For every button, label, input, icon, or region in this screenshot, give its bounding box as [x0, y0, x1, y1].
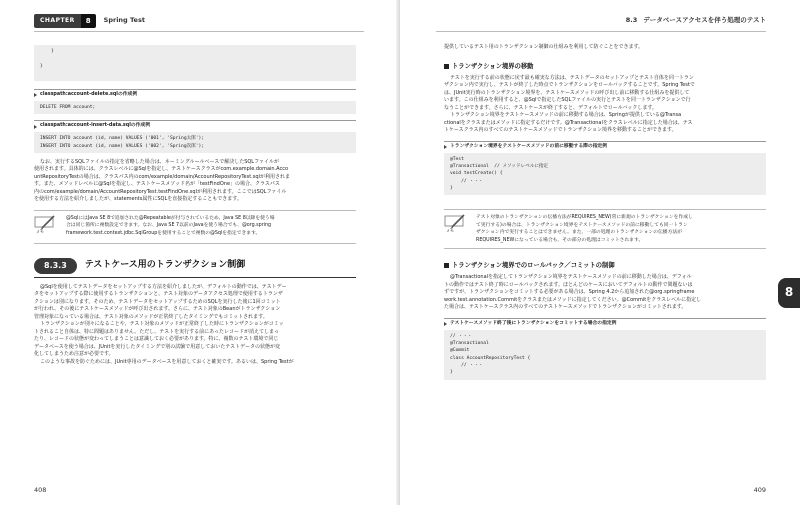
- subheading-boundary-move: [444, 62, 766, 71]
- caption-transactional-example: トランザクション境界をテストケースメソッドの前に移動する際の指定例: [450, 143, 608, 149]
- paragraph-sql-naming: [34, 159, 356, 204]
- chapter-number: 8: [81, 14, 96, 28]
- paragraph-line: work.test.annotation.Commitをクラスまたはメソッドに指定してください。@Commitをクラスレベルに指定し: [444, 296, 702, 303]
- caption-marker-icon: [34, 125, 37, 129]
- paragraph-line: た場合は、テストケースクラス内のすべてのテストケースメソッドでトランザクションがコミットされます。: [444, 304, 687, 311]
- paragraph-line: @Transactionalを指定してトランザクション境界をテストケースメソッドの前に移動した場合は、デフォル: [450, 274, 692, 281]
- intro-line: 提供しているテスト用のトランザクション制御の仕組みを利用して防ぐことをできます。: [444, 44, 644, 50]
- paragraph-line: 内のcom/example/domain/AccountRepositoryTest.testFindOne.sqlが利用されます。ここではSQLファイル: [34, 188, 287, 195]
- chapter-label: CHAPTER: [34, 14, 81, 28]
- paragraph-line: トされること自体は、特に問題はありません。ただし、テストを実行する前にあったレコードが消えてしまっ: [34, 328, 280, 335]
- paragraph-line: untRepositoryTestの場合は、クラスパス内のcom/example/domain/AccountRepositoryTest.sqlが利用されま: [34, 173, 290, 180]
- memo-box-requires-new: [444, 209, 766, 249]
- running-header-number: 8.3: [625, 16, 638, 24]
- chapter-title: Spring Test: [103, 16, 145, 25]
- running-header: [626, 16, 766, 25]
- paragraph-prevention: [34, 359, 356, 367]
- chapter-tab: 8: [778, 278, 800, 308]
- paragraph-transaction-default: [34, 284, 356, 322]
- subheading-rollback-commit: [444, 261, 766, 270]
- paragraph-line: は、JUnit実行時のトランザクション境界を、テストケースメソッドの呼び出し前に移動する仕組みを提供して: [444, 89, 690, 96]
- paragraph-line: たり、レコードの状態が変わってしまうことは意識しておく必要があります。特に、複数のテスト環境で同じ: [34, 336, 279, 343]
- caption-delete-sql: classpath:account-delete.sqlの作成例: [40, 92, 138, 97]
- paragraph-transaction-caution: [34, 321, 356, 359]
- subheading-text: トランザクション境界の移動: [452, 62, 534, 70]
- paragraph-commit: [444, 274, 766, 312]
- memo-label: メモ: [446, 228, 454, 234]
- code-block-insert: INSERT INTO account (id, name) VALUES ('001', 'Spring太郎'); INSERT INTO account (id, name) VALUES ('002', 'Spring次郎');: [34, 132, 356, 153]
- paragraph-line: が行われ、その後にテストケースメソッドが呼び出されます。さらに、テスト対象のBeanがトランザクション: [34, 306, 281, 313]
- paragraph-line: 管理対象になっている場合は、テスト対象のメソッドが正常終了したタイミングでもコミットされます。: [34, 313, 268, 320]
- right-content: [444, 44, 766, 380]
- paragraph-line: トケースクラス内のすべてのテストケースメソッドでトランザクション境界を移動することができます。: [444, 127, 677, 134]
- paragraph-line: ザクション内で実行し、テストが終了した時点でトランザクションをロールバックすることです。Spring Testで: [444, 82, 695, 89]
- caption-block-1: [34, 89, 356, 99]
- memo-label: メモ: [36, 228, 44, 234]
- paragraph-line: 化してしまうため注意が必要です。: [34, 351, 114, 358]
- code-block-transactional: @Test @Transactional // メソッドレベルに指定 void testCreate() { // ・・・ }: [444, 153, 766, 196]
- memo-box-sql: [34, 210, 356, 244]
- paragraph-line: なうことができます。さらに、テストケースが終了すると、デフォルトでロールバックします。: [444, 104, 657, 111]
- memo-pencil-icon: [34, 215, 58, 239]
- caption-commit-example: テストケースメソッド終了後にトランザクションをコミットする場合の指定例: [450, 320, 617, 326]
- paragraph-line: クションは別になります。そのため、テストデータをセットアップするためのSQLを実行した後に1回コミット: [34, 298, 281, 305]
- memo-text: [66, 215, 356, 239]
- paragraph-line: データベースを使う場合は、JUnitを実行したタイミングで別の試験で用意しておいたテストデータの状態が変: [34, 343, 281, 350]
- section-number-badge: 8.3.3: [34, 258, 77, 274]
- code-block-continued: } }: [34, 45, 356, 81]
- caption-marker-icon: [444, 145, 447, 149]
- memo-text: [476, 214, 766, 244]
- memo-line: @SqlにはJava SE 8で追加された@Repeatableが付与されているため、Java SE 8以降を使う場: [66, 215, 275, 221]
- right-page: [400, 0, 800, 505]
- memo-line: て実行する)の場合は、トランザクション境界をテストケースメソッドの前に移動しても同一トラン: [476, 222, 688, 228]
- paragraph-line: タをセットアップする際に使用するトランザクションと、テスト対象のデータアクセス処理で使用するトランザ: [34, 291, 283, 298]
- header-rule: [436, 31, 766, 32]
- square-bullet-icon: [444, 64, 449, 69]
- paragraph-line: ctionalをクラスまたはメソッドに指定するだけです。@Transactionalをクラスレベルに指定した場合は、テス: [444, 119, 693, 126]
- paragraph-line: を使用する方法を紹介しましたが、statements属性にSQLを直接指定することもできます。: [34, 196, 242, 203]
- page-number-left: 408: [34, 485, 47, 494]
- paragraph-rollback: [444, 75, 766, 113]
- code-block-delete: DELETE FROM account;: [34, 101, 356, 114]
- paragraph-line: テストを実行する前の状態に戻す最も確実な方法は、テストデータのセットアップとテスト自体を同一トラン: [450, 74, 694, 81]
- paragraph-line: @Sqlを使用してテストデータをセットアップする方法を紹介しましたが、デフォルトの動作では、テストデー: [40, 283, 287, 290]
- caption-block-2: [34, 120, 356, 130]
- paragraph-line: トランザクションが別々になることや、テスト対象のメソッドが正常終了した時にトランザクションがコミッ: [40, 321, 284, 328]
- caption-insert-sql: classpath:account-insert-data.sqlの作成例: [40, 123, 151, 129]
- paragraph-transactional: [444, 112, 766, 135]
- paragraph-line: トの動作ではテスト終了時にロールバックされます。ほとんどのケースにおいてデフォルトの動作で問題ないは: [444, 281, 693, 288]
- section-heading: [34, 258, 356, 278]
- caption-marker-icon: [444, 322, 447, 326]
- section-title: テストケース用のトランザクション制御: [84, 260, 246, 271]
- paragraph-line: います。この仕組みを利用すると、@Sqlで指定したSQLファイルの実行とテストを同一トランザクションで行: [444, 97, 691, 104]
- paragraph-line: このような事故を防ぐためには、JUnit専用のデータベースを用意しておくと確実です。あるいは、Spring Testが: [40, 358, 294, 365]
- memo-line: 合は同じ箇所に複数設定できます。なお、Java SE 7以前のJavaを使う場合でも、@org.spring: [66, 223, 272, 229]
- paragraph-line: ずですが、トランザクションをコミットする必要がある場合は、Spring 4.2から追加された@org.springframe: [444, 289, 695, 296]
- caption-block-4: [444, 318, 766, 328]
- memo-line: ザクション内で実行することはできません。また、一部の処理のトランザクションの伝播方法が: [476, 230, 682, 236]
- memo-line: framework.test.context.jdbc.SqlGroupを使用することで複数の@Sqlを指定できます。: [66, 230, 261, 236]
- paragraph-line: す。また、メソッドレベルに@Sqlを指定し、テストケースメソッド名が「testFindOne」の場合、クラスパス: [34, 181, 280, 188]
- subheading-text: トランザクション境界でのロールバック／コミットの制御: [452, 261, 615, 269]
- running-header-title: データベースアクセスを伴う処理のテスト: [643, 16, 766, 24]
- caption-marker-icon: [34, 93, 37, 97]
- page-number-right: 409: [753, 485, 766, 494]
- paragraph-line: なお、実行するSQLファイルの指定を省略した場合は、ネーミングルールベースで解決したSQLファイルが: [40, 158, 279, 165]
- paragraph-line: 使用されます。具体的には、クラスレベルに@Sqlを指定し、テストケースクラスがcom.example.domain.Acco: [34, 166, 289, 173]
- square-bullet-icon: [444, 263, 449, 268]
- chapter-header: [34, 14, 145, 28]
- memo-pencil-icon: [444, 214, 468, 238]
- memo-line: REQUIRES_NEWになっている場合も、その部分の処理はコミットされます。: [476, 237, 644, 243]
- memo-line: テスト対象のトランザクションの伝播方法がREQUIRES_NEW(常に新規のトランザクションを作成し: [476, 215, 693, 221]
- left-content: [34, 45, 356, 366]
- code-block-commit: // ・・・ @Transactional @Commit class AccountRepositoryTest { // ・・・ }: [444, 330, 766, 380]
- caption-block-3: [444, 141, 766, 151]
- paragraph-line: トランザクション境界をテストケースメソッドの前に移動する場合は、Springが提供している@Transa: [450, 112, 682, 119]
- header-rule: [34, 31, 364, 32]
